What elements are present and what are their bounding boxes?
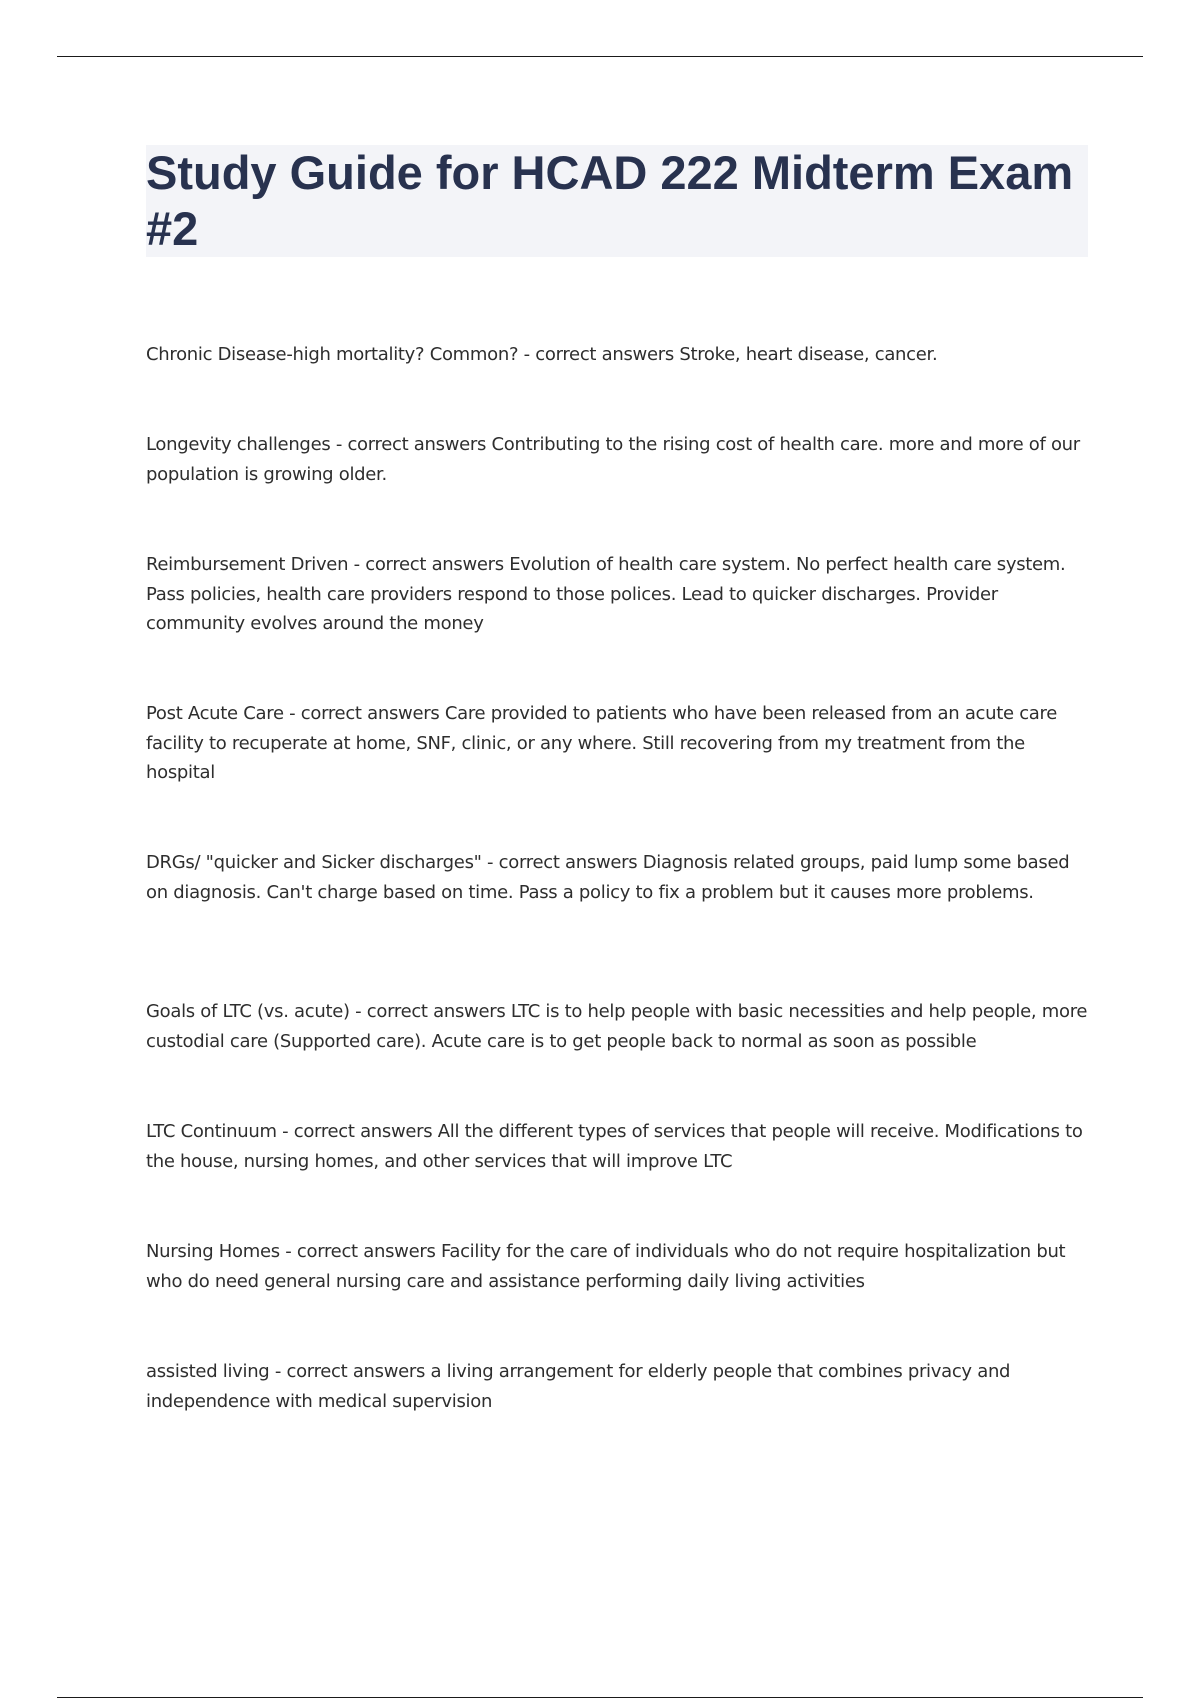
qa-item-longevity-challenges: Longevity challenges - correct answers Contributing to the rising cost of health care. more and more of our population is growing older. [146,434,1080,485]
footer-rule [57,1697,1143,1698]
qa-item-assisted-living: assisted living - correct answers a living arrangement for elderly people that combines privacy and independence with medical supervision [146,1361,1011,1412]
qa-item-goals-of-ltc: Goals of LTC (vs. acute) - correct answers LTC is to help people with basic necessities and help people, more custodial care (Supported care). Acute care is to get people back to normal as soon as possible [146,1001,1088,1052]
qa-item-drgs: DRGs/ "quicker and Sicker discharges" - correct answers Diagnosis related groups, paid lump some based on diagnosis. Can't charge based on time. Pass a policy to fix a problem but it causes more problems. [146,852,1070,903]
page-title: Study Guide for HCAD 222 Midterm Exam #2 [146,146,1074,255]
qa-item-ltc-continuum: LTC Continuum - correct answers All the different types of services that people will receive. Modifications to the house, nursing homes, and other services that will improve LTC [146,1121,1083,1172]
qa-item-nursing-homes: Nursing Homes - correct answers Facility for the care of individuals who do not require hospitalization but who do need general nursing care and assistance performing daily living activities [146,1241,1066,1292]
qa-item-post-acute-care: Post Acute Care - correct answers Care provided to patients who have been released from an acute care facility to recuperate at home, SNF, clinic, or any where. Still recovering from my treatment from the hospital [146,703,1058,783]
header-rule [57,56,1143,57]
title-banner [146,145,1088,257]
qa-item-reimbursement-driven: Reimbursement Driven - correct answers Evolution of health care system. No perfect health care system. Pass policies, health care providers respond to those polices. Lead to quicker discharges. Provider community evolves around the money [146,554,1066,634]
qa-item-chronic-disease: Chronic Disease-high mortality? Common? - correct answers Stroke, heart disease, cancer. [146,344,938,365]
